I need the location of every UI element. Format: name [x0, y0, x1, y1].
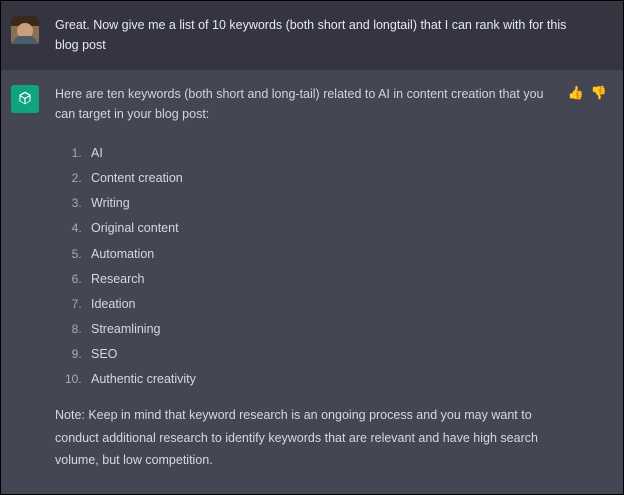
assistant-note-text: Note: Keep in mind that keyword research is an ongoing process and you may want to conduct additional research to identify keywords that are relevant and have high search volume, but low competition.	[55, 408, 538, 467]
chatgpt-avatar-icon	[11, 85, 39, 113]
list-item: 10. Authentic creativity	[85, 370, 607, 388]
assistant-message	[1, 70, 623, 495]
list-item: 1. AI	[85, 144, 607, 162]
assistant-message-content	[55, 84, 607, 481]
user-avatar	[11, 16, 39, 44]
thumbs-up-icon[interactable]: 👍	[567, 84, 584, 100]
keyword-list	[55, 144, 607, 388]
user-message	[1, 1, 623, 70]
list-item: 4. Original content	[85, 219, 607, 237]
list-item: 2. Content creation	[85, 169, 607, 187]
assistant-intro-row	[55, 84, 607, 131]
list-item: 3. Writing	[85, 194, 607, 212]
assistant-intro-text: Here are ten keywords (both short and long-tail) related to AI in content creation that you can target in your blog post:	[55, 86, 544, 121]
user-message-content	[55, 15, 607, 56]
feedback-buttons	[568, 84, 607, 99]
list-item: 7. Ideation	[85, 295, 607, 313]
list-item: 5. Automation	[85, 245, 607, 263]
list-item: 8. Streamlining	[85, 320, 607, 338]
user-message-text: Great. Now give me a list of 10 keywords (both short and longtail) that I can rank with for this blog post	[55, 18, 567, 53]
list-item: 6. Research	[85, 270, 607, 288]
list-item: 9. SEO	[85, 345, 607, 363]
avatar-body	[13, 36, 37, 44]
thumbs-down-icon[interactable]: 👎	[590, 84, 607, 100]
